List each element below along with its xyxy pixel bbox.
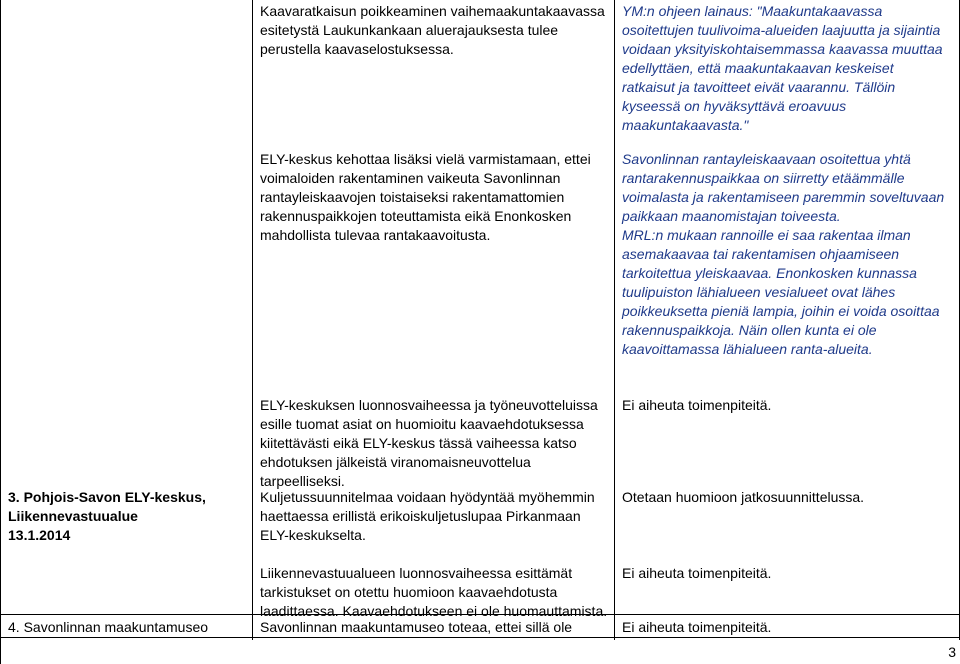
row1-response-text: YM:n ohjeen lainaus: "Maakuntakaavassa osoitettujen tuulivoima-alueiden laajuutta ja sijaintia voidaan yksityiskohtaisemmassa kaavassa muuttaa edellyttäen, että maakuntakaavan keskeiset ratkaisut ja tavoitteet eivät vaarannu. Tällöin kyseessä on hyväksyttävä eroavuus maakuntakaavasta." [622,3,943,133]
column-divider-1 [252,0,253,640]
row4-response-cell [622,618,956,637]
row2-response-text: Savonlinnan rantayleiskaavaan osoitettua yhtä rantarakennuspaikkaa on siirretty etäämmälle voimalasta ja rakentamiseen paremmin soveltuvaan paikkaan maanomistajan toiveesta. MRL:n mukaan rannoille ei saa rakentaa ilman asemakaavaa tai rakentamisen ohjaamiseen tarkoitettua yleiskaavaa. Enonkosken kunnassa tuulipuiston lähialueen vesialueet ovat lähes poikkeuksetta pieniä lampia, joihin ei voida osoittaa rakennuspaikkoja. Näin ollen kunta ei ole kaavoittamassa lähialueen ranta-alueita. [622,151,945,357]
row3-response-cell-1 [622,396,956,415]
row3-statement-cell-3 [260,564,610,621]
page-number: 3 [948,644,956,660]
row1-statement-text: Kaavaratkaisun poikkeaminen vaihemaakuntakaavassa esitetystä Laukunkankaan aluerajauksesta tulee perustella kaavaselostuksessa. [260,3,605,57]
row1-response-cell [622,2,956,135]
row3-org-cell [8,488,248,545]
row2-statement-text: ELY-keskus kehottaa lisäksi vielä varmistamaan, ettei voimaloiden rakentaminen vaikeuta Savonlinnan rantayleiskaavojen toistaiseksi rakentamattomien rakennuspaikkojen toteuttamista eikä Enonkosken mahdollista tulevaa rantakaavoitusta. [260,151,591,243]
row3-statement-cell-2 [260,488,610,545]
row2-response-cell [622,150,956,359]
row3-response-text-2: Otetaan huomioon jatkosuunnittelussa. [622,489,865,505]
row4-org-cell [8,618,248,637]
row3-response-text-3: Ei aiheuta toimenpiteitä. [622,565,772,581]
column-divider-2 [614,0,615,640]
row3-statement-text-1: ELY-keskuksen luonnosvaiheessa ja työneuvotteluissa esille tuomat asiat on huomioitu kaavaehdotuksessa kiitettävästi eikä ELY-keskus tässä vaiheessa katso ehdotuksen jälkeistä viranomaisneuvottelua tarpeelliseksi. [260,397,598,489]
row3-response-text-1: Ei aiheuta toimenpiteitä. [622,397,772,413]
row1-statement-cell [260,2,610,59]
table-border-left [0,0,1,664]
row3-statement-text-2: Kuljetussuunnitelmaa voidaan hyödyntää myöhemmin haettaessa erillistä erikoiskuljetuslupaa Pirkanmaan ELY-keskukselta. [260,489,595,543]
row4-response-text: Ei aiheuta toimenpiteitä. [622,619,772,635]
row3-response-cell-3 [622,564,956,583]
row4-statement-cell [260,618,610,637]
row4-statement-text: Savonlinnan maakuntamuseo toteaa, ettei sillä ole [260,619,573,635]
row3-statement-text-3: Liikennevastuualueen luonnosvaiheessa esittämät tarkistukset on otettu huomioon kaavaehdotusta laadittaessa. Kaavaehdotukseen ei ole huomauttamista. [260,565,608,619]
table-bottom-border [0,637,960,638]
row3-statement-cell-1 [260,396,610,491]
row3-org-text: 3. Pohjois-Savon ELY-keskus, Liikennevastuualue 13.1.2014 [8,489,206,543]
row3-response-cell-2 [622,488,956,507]
row2-statement-cell [260,150,610,245]
row4-org-text: 4. Savonlinnan maakuntamuseo [8,619,209,635]
